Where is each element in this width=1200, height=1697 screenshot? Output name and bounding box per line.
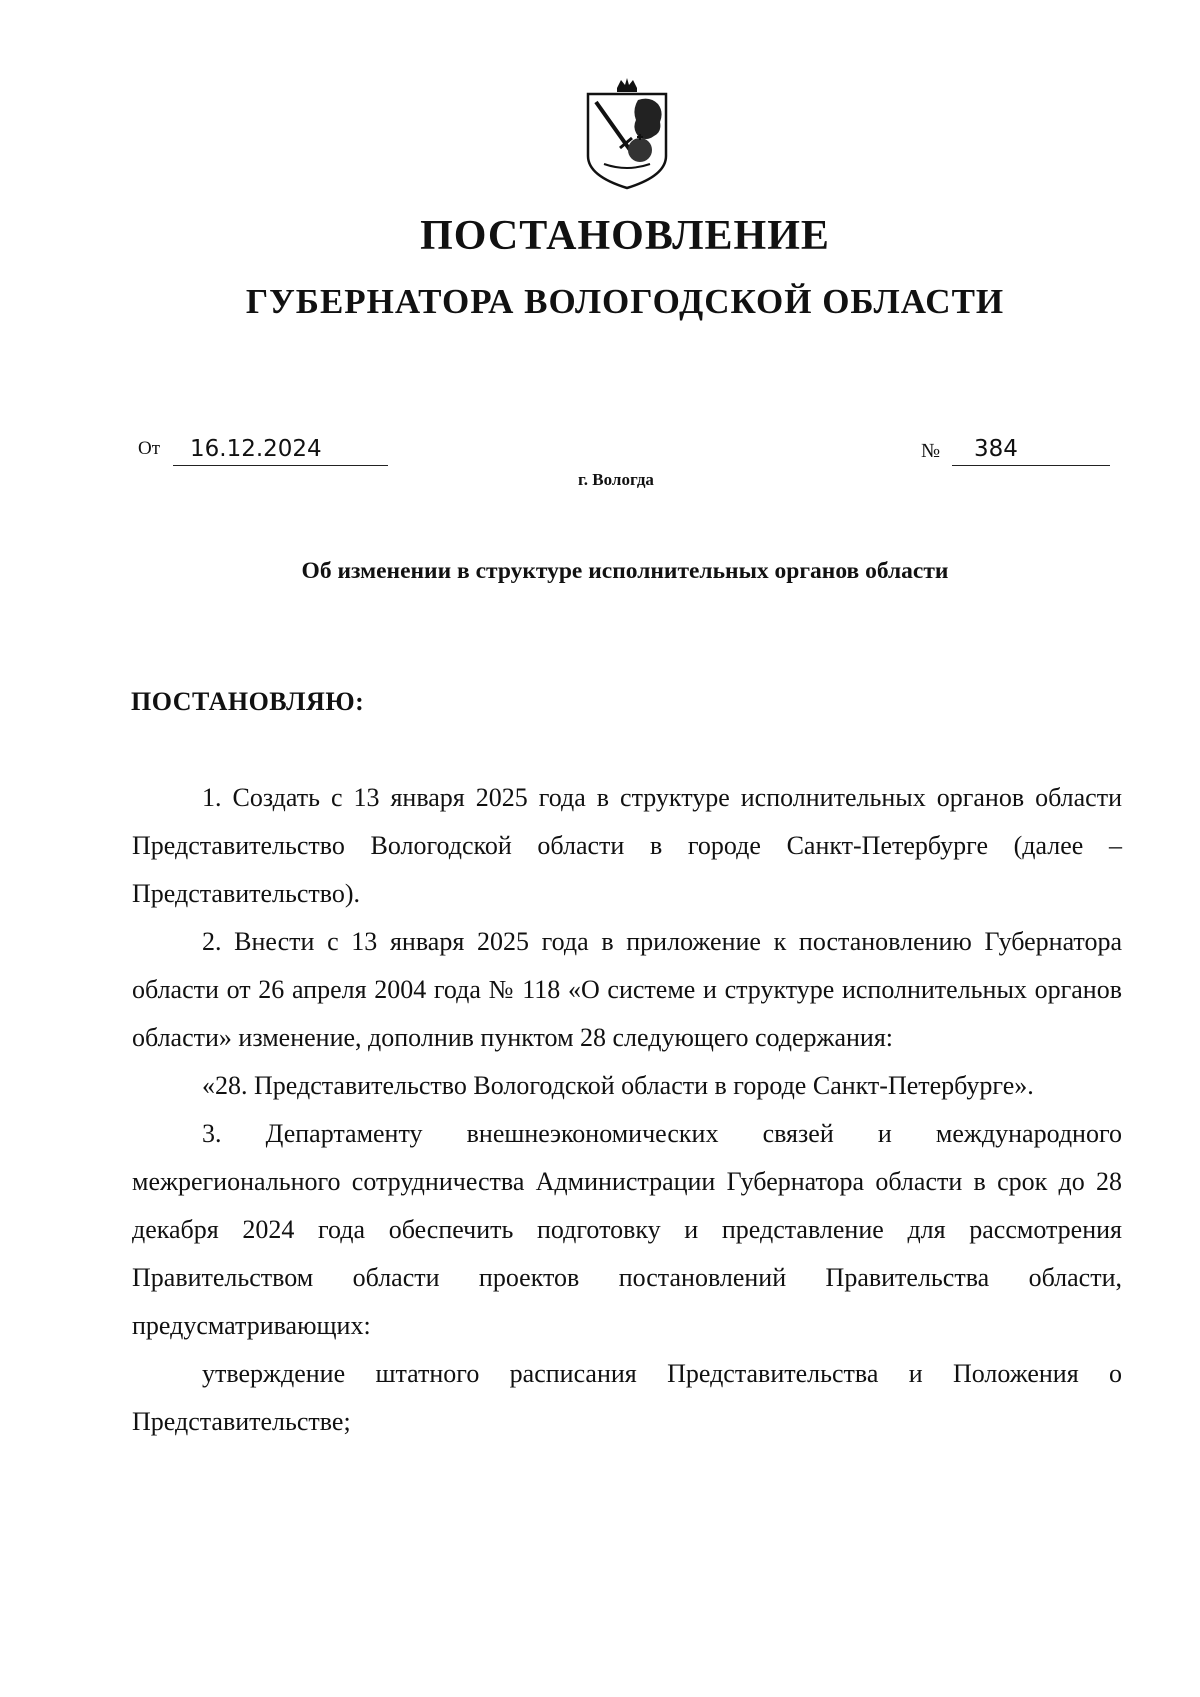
paragraph-2: 2. Внести с 13 января 2025 года в приложение к постановлению Губернатора области от 26 апреля 2004 года № 118 «О системе и структуре исполнительных органов области» изменение, дополнив пунктом 28 следующего содержания: [132,927,1122,1052]
paragraph-3-item: утверждение штатного расписания Представительства и Положения о Представительстве; [132,1359,1122,1436]
city-name: г. Вологда [578,470,654,489]
document-body [132,774,1122,1446]
document-date: 16.12.2024 [173,436,388,466]
paragraph-1: 1. Создать с 13 января 2025 года в структуре исполнительных органов области Представительство Вологодской области в городе Санкт-Петербурге (далее – Представительство). [132,783,1122,908]
document-title: ПОСТАНОВЛЕНИЕ [420,213,830,259]
document-subject: Об изменении в структуре исполнительных органов области [301,558,949,584]
document-subtitle: ГУБЕРНАТОРА ВОЛОГОДСКОЙ ОБЛАСТИ [245,282,1005,321]
document-number: 384 [952,436,1110,466]
paragraph-3: 3. Департаменту внешнеэкономических связей и международного межрегионального сотрудничества Администрации Губернатора области в срок до 28 декабря 2024 года обеспечить подготовку и представление для рассмотрения Правительством области проектов постановлений Правительства области, предусматривающих: [132,1119,1122,1340]
date-label: От [138,438,161,459]
decree-heading: ПОСТАНОВЛЯЮ: [131,687,365,716]
paragraph-2-quote: «28. Представительство Вологодской области в городе Санкт-Петербурге». [202,1071,1034,1100]
coat-of-arms-icon [584,76,670,192]
number-label: № [921,440,941,462]
